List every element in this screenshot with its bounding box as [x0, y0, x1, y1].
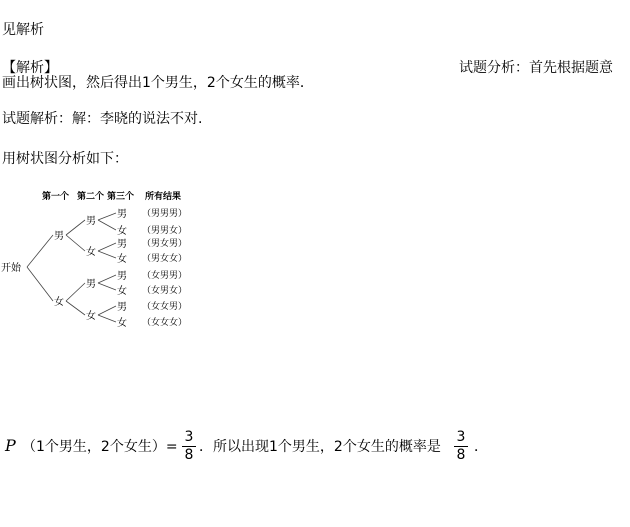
tree-header-2: 第二个: [77, 192, 105, 202]
formula-event: （1个男生，2个女生）=: [22, 439, 178, 455]
analysis-line: 画出树状图，然后得出1个男生，2个女生的概率．: [2, 75, 314, 91]
tree-header-4: 所有结果: [145, 192, 182, 202]
probability-symbol: P: [5, 436, 16, 455]
solution-text: 试题解析：解：李晓的说法不对.: [2, 111, 203, 127]
tree-result: （女男男）: [142, 271, 188, 281]
tree-root: 开始: [1, 263, 21, 274]
tree-result: （女女女）: [142, 318, 188, 328]
analysis-lead: 试题分析：首先根据题意: [459, 60, 613, 76]
tree-branches: [27, 213, 116, 322]
tree-node-l2: 女: [86, 247, 96, 258]
tree-result: （男女男）: [142, 239, 188, 249]
fraction-2: [454, 430, 468, 463]
tree-result: （男女女）: [142, 254, 188, 264]
tree-result: （女女男）: [142, 302, 188, 312]
formula-middle: ．所以出现1个男生，2个女生的概率是: [199, 439, 441, 455]
tree-header-3: 第三个: [107, 192, 135, 202]
tree-result: （男男男）: [142, 209, 188, 219]
tree-node-l3: 男: [117, 239, 127, 250]
tree-node-l2: 男: [86, 216, 96, 227]
tree-node-l3: 女: [117, 286, 127, 297]
tree-node-l3: 男: [117, 209, 127, 220]
tree-result: （女男女）: [142, 286, 188, 296]
tree-node-l3: 女: [117, 254, 127, 265]
tree-node-l1: 女: [54, 297, 64, 308]
tree-intro: 用树状图分析如下：: [2, 151, 128, 167]
tree-node-l3: 女: [117, 318, 127, 329]
fraction-1-denominator: 8: [184, 447, 194, 463]
formula-end: ．: [474, 439, 488, 455]
fraction-1: [182, 430, 196, 463]
fraction-1-numerator: 3: [184, 429, 194, 445]
answer-text: 见解析: [2, 22, 44, 38]
tree-node-l3: 男: [117, 271, 127, 282]
tree-node-l1: 男: [54, 231, 64, 242]
fraction-2-numerator: 3: [456, 429, 466, 445]
fraction-2-denominator: 8: [456, 447, 466, 463]
tree-node-l2: 男: [86, 279, 96, 290]
tree-node-l3: 男: [117, 302, 127, 313]
tree-result: （男男女）: [142, 226, 188, 236]
tree-header-1: 第一个: [42, 192, 70, 202]
tree-diagram: [0, 185, 200, 335]
analysis-label: 【解析】: [2, 60, 58, 76]
tree-node-l3: 女: [117, 226, 127, 237]
tree-node-l2: 女: [86, 311, 96, 322]
